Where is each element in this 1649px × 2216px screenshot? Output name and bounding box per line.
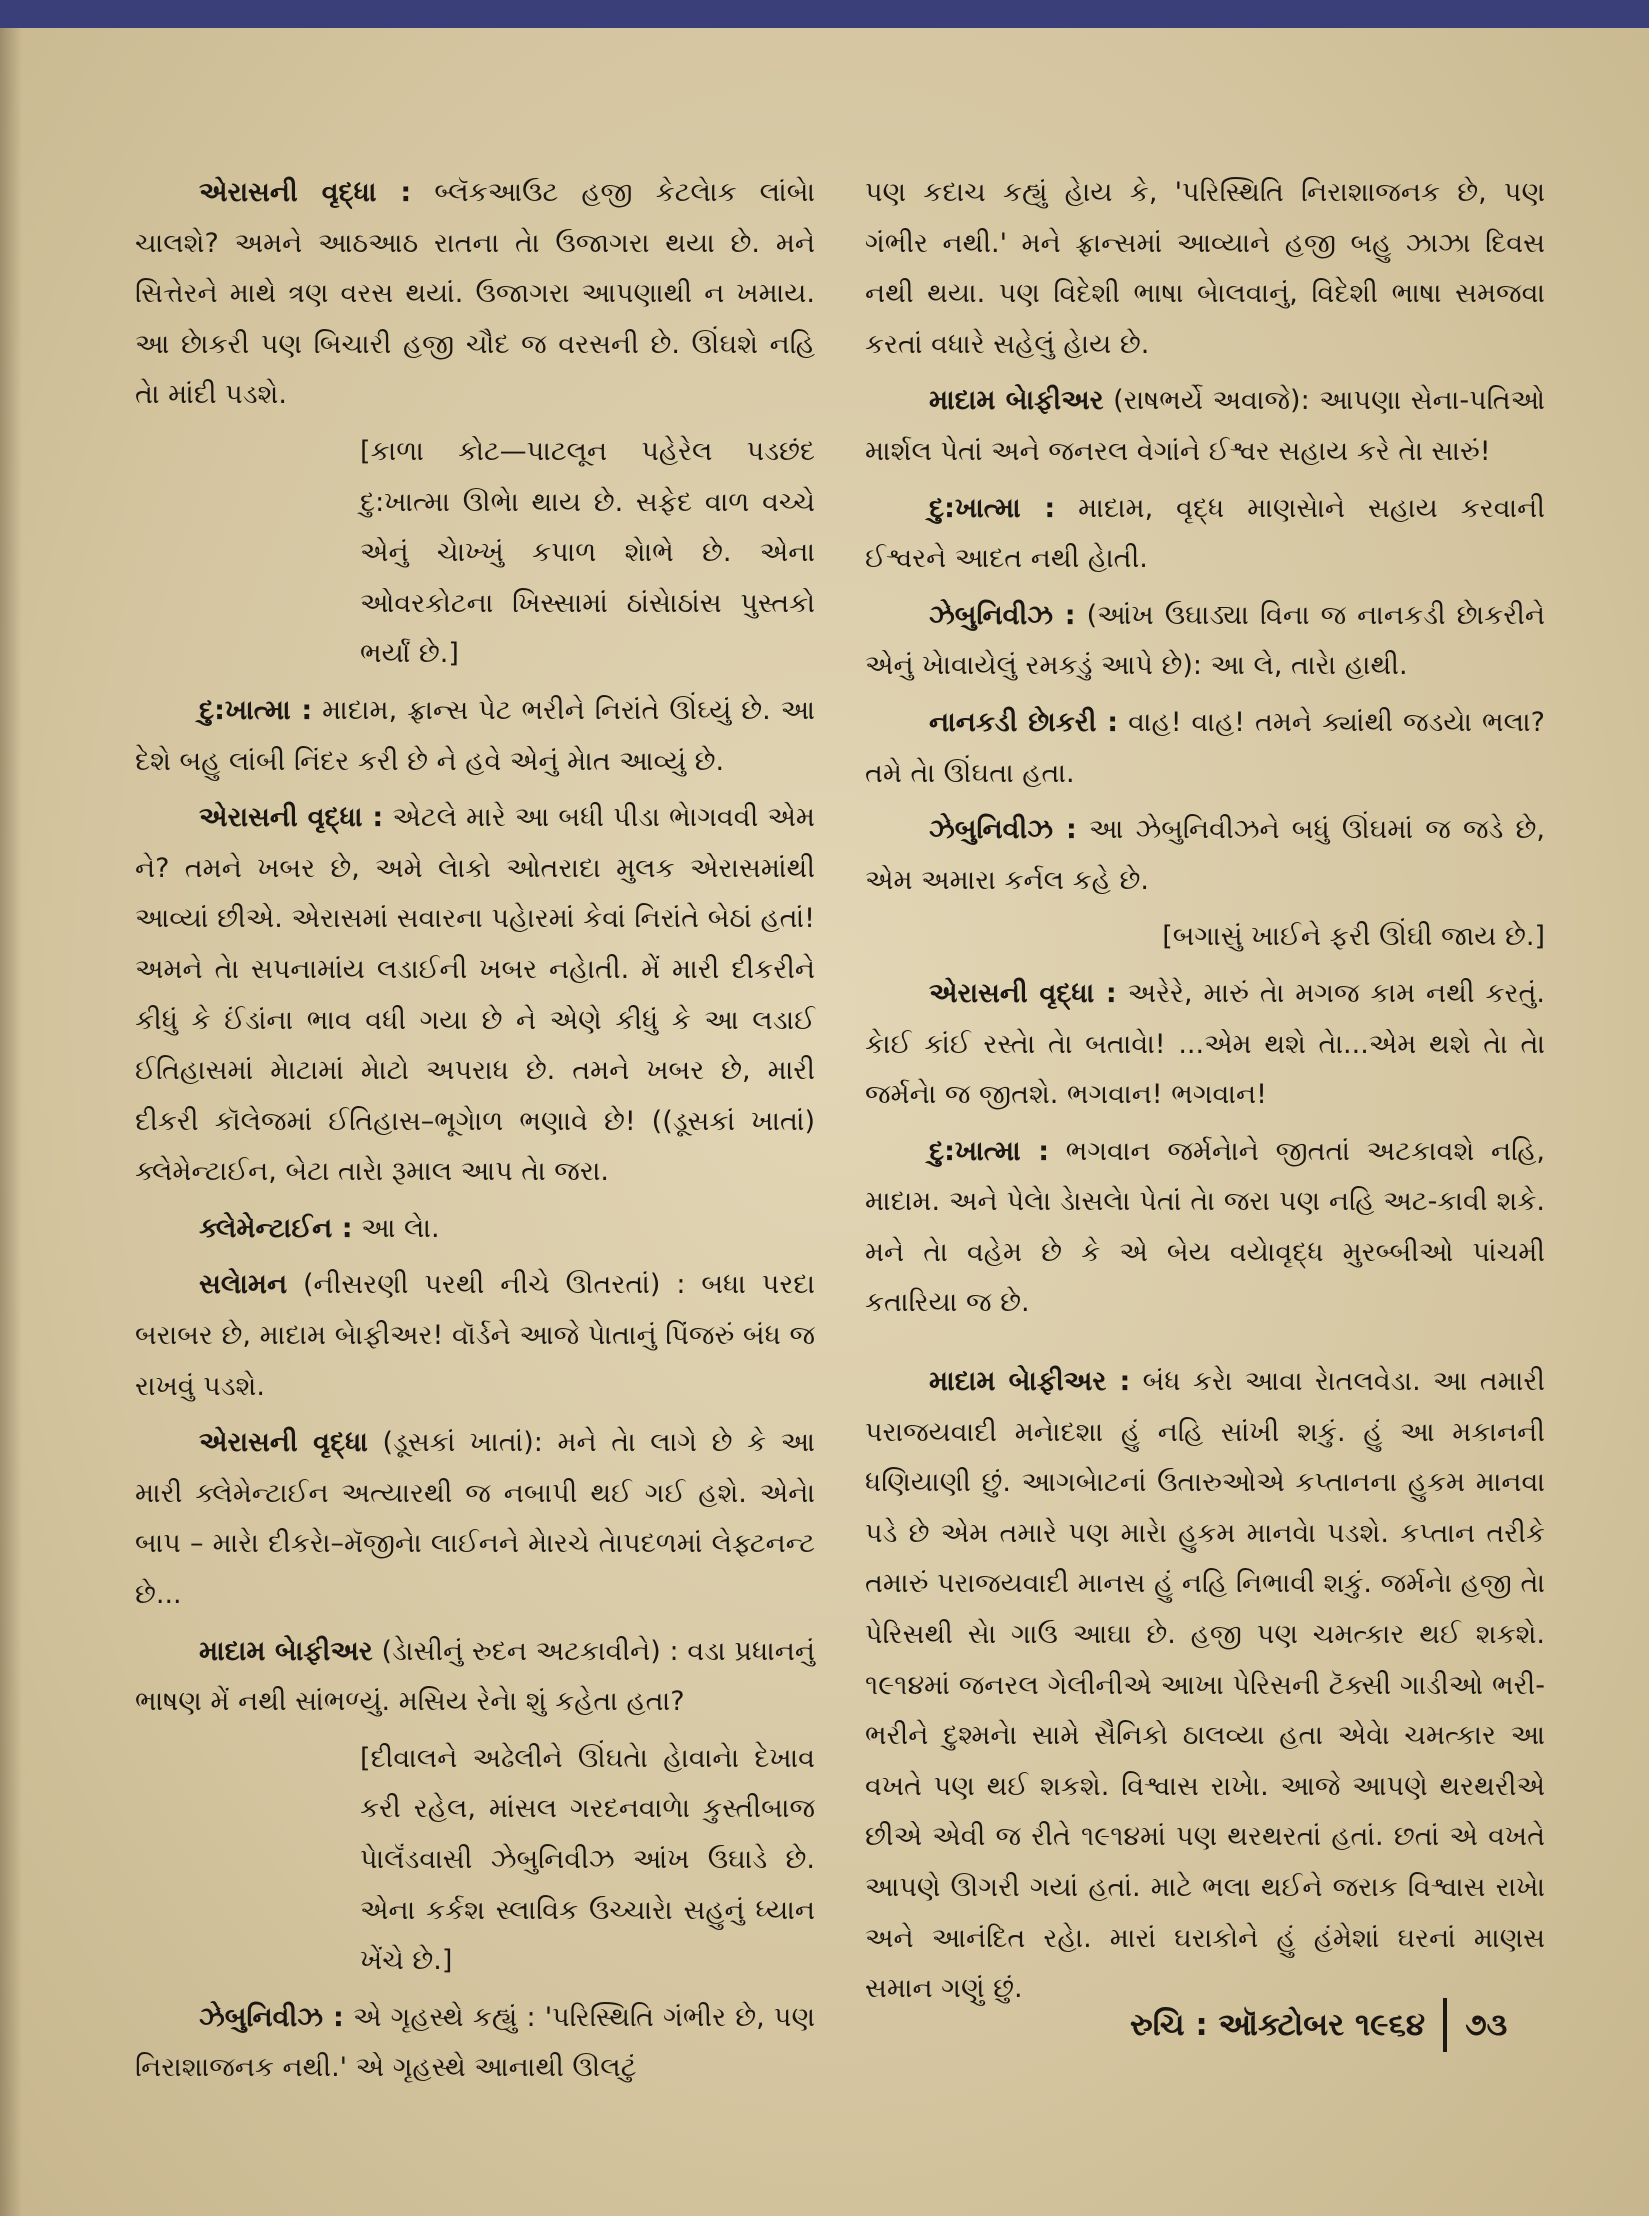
paragraph-gap	[865, 1335, 1545, 1357]
dialogue-text: (ડૂસકાં ખાતાં): મને તેા લાગે છે કે આ મારી ક્લેમેન્ટાઈન અત્યારથી જ નબાપી થઈ ગઈ હશે. એનેા બાપ – મારેા દીકરેા–મૅજીનેા લાઈનને મેારચે તેાપદળમાં લેફ્ટનન્ટ છે...	[135, 1427, 815, 1611]
dialogue-text: પણ કદાચ કહ્યું હેાય કે, 'પરિસ્થિતિ નિરાશાજનક છે, પણ ગંભીર નથી.' મને ફ્રાન્સમાં આવ્યાને હજી બહુ ઝાઝા દિવસ નથી થયા. પણ વિદેશી ભાષા બેાલવાનું, વિદેશી ભાષા સમજવા કરતાં વધારે સહેલું હેાય છે.	[865, 177, 1545, 360]
dialogue-paragraph	[865, 969, 1545, 1121]
speaker-name: એરાસની વૃદ્ધા	[199, 1427, 368, 1459]
dialogue-paragraph	[135, 1993, 815, 2094]
dialogue-paragraph	[865, 376, 1545, 477]
dialogue-text: વાહ! વાહ! તમને ક્યાંથી જડયેા ભલા? તમે તેા ઊંઘતા હતા.	[865, 706, 1545, 789]
speaker-name: સલેામન	[199, 1269, 288, 1301]
dialogue-paragraph	[135, 1418, 815, 1620]
speaker-name: માદામ બેાફીઅર	[929, 385, 1104, 417]
stage-direction: [કાળા કોટ—પાટલૂન પહેરેલ પડછંદ દુ:ખાત્મા ઊભેા થાય છે. સફેદ વાળ વચ્ચે એનું ચેાખ્ખું કપાળ શેાભે છે. એના ઓવરકોટના ખિસ્સામાં ઠાંસેાઠાંસ પુસ્તકો ભર્યાં છે.]	[360, 435, 815, 670]
dialogue-paragraph	[865, 1357, 1545, 2015]
dialogue-text: માદામ, ફ્રાન્સ પેટ ભરીને નિરાંતે ઊંઘ્યું છે. આ દેશે બહુ લાંબી નિંદર કરી છે ને હવે એનું મેાત આવ્યું છે.	[135, 694, 815, 777]
dialogue-text: માદામ, વૃદ્ધ માણસેાને સહાય કરવાની ઈશ્વરને આદત નથી હેાતી.	[865, 492, 1545, 575]
dialogue-paragraph	[865, 168, 1545, 370]
speaker-name: માદામ બેાફીઅર	[199, 1635, 373, 1667]
stage-direction: [બગાસું ખાઈને ફરી ઊંઘી જાય છે.]	[1162, 921, 1545, 953]
speaker-name: નાનકડી છેાકરી :	[929, 706, 1119, 738]
dialogue-text: બંધ કરેા આવા રેાતલવેડા. આ તમારી પરાજયવાદી મનેાદશા હું નહિ સાંખી શકું. હું આ મકાનની ધણિયાણી છું. આગબેાટનાં ઉતારુઓએ કપ્તાનના હુકમ માનવા પડે છે એમ તમારે પણ મારેા હુકમ માનવેા પડશે. કપ્તાન તરીકે તમારું પરાજયવાદી માનસ હું નહિ નિભાવી શકું. જર્મનેા હજી તેા પેરિસથી સેા ગાઉ આઘા છે. હજી પણ ચમત્કાર થઈ શકશે. ૧૯૧૪માં જનરલ ગેલીનીએ આખા પેરિસની ટૅક્સી ગાડીઓ ભરી-ભરીને દુશ્મનેા સામે સૈનિકો ઠાલવ્યા હતા એવેા ચમત્કાર આ વખતે પણ થઈ શકશે. વિશ્વાસ રાખેા. આજે આપણે થરથરીએ છીએ એવી જ રીતે ૧૯૧૪માં પણ થરથરતાં હતાં. છતાં એ વખતે આપણે ઊગરી ગયાં હતાં. માટે ભલા થઈને જરાક વિશ્વાસ રાખેા અને આનંદિત રહેા. મારાં ઘરાકોને હું હંમેશાં ઘરનાં માણસ સમાન ગણું છું.	[865, 1366, 1545, 2005]
dialogue-text: (નીસરણી પરથી નીચે ઊતરતાં) : બધા પરદા બરાબર છે, માદામ બેાફીઅર! વૉર્ડને આજે પેાતાનું પિંજરું બંધ જ રાખવું પડશે.	[135, 1269, 815, 1402]
dialogue-text: આ લેા.	[352, 1212, 440, 1244]
dialogue-text: (ડેાસીનું રુદન અટકાવીને) : વડા પ્રધાનનું ભાષણ મેં નથી સાંભળ્યું. મસિય રેનેા શું કહેતા હતા?	[135, 1635, 815, 1718]
dialogue-text: એ ગૃહસ્થે કહ્યું : 'પરિસ્થિતિ ગંભીર છે, પણ નિરાશાજનક નથી.' એ ગૃહસ્થે આનાથી ઊલટું	[135, 2001, 816, 2084]
speaker-name: ઝેબુનિવીઝ :	[929, 599, 1076, 631]
speaker-name: એરાસની વૃદ્ધા :	[199, 802, 384, 834]
speaker-name: ક્લેમેન્ટાઈન :	[199, 1212, 353, 1244]
speaker-name: ઝેબુનિવીઝ :	[199, 2001, 344, 2033]
page-number: ૭૩	[1465, 2006, 1508, 2043]
dialogue-paragraph	[135, 1204, 815, 1255]
stage-direction: [દીવાલને અઢેલીને ઊંઘતેા હેાવાનેા દેખાવ કરી રહેલ, માંસલ ગરદનવાળેા કુસ્તીબાજ પેાલૅંડવાસી ઝેબુનિવીઝ આંખ ઉઘાડે છે. એના કર્કશ સ્લાવિક ઉચ્ચારેા સહુનું ધ્યાન ખેંચે છે.]	[360, 1742, 815, 1977]
dialogue-paragraph	[865, 1127, 1545, 1329]
speaker-name: ઝેબુનિવીઝ :	[929, 814, 1077, 846]
dialogue-text: અરેરે, મારું તેા મગજ કામ નથી કરતું. કેાઈ કાંઈ રસ્તેા તેા બતાવેા! ...એમ થશે તેા...એમ થશે તેા તેા જર્મનેા જ જીતશે. ભગવાન! ભગવાન!	[865, 977, 1545, 1111]
speaker-name: માદામ બેાફીઅર :	[929, 1366, 1131, 1398]
dialogue-paragraph	[135, 1260, 815, 1412]
dialogue-text: એટલે મારે આ બધી પીડા ભેાગવવી એમ ને? તમને ખબર છે, અમે લેાકો ઓતરાદા મુલક એરાસમાંથી આવ્યાં છીએ. એરાસમાં સવારના પહેારમાં કેવાં નિરાંતે બેઠાં હતાં! અમને તેા સપનામાંય લડાઈની ખબર નહેાતી. મેં મારી દીકરીને કીધું કે ઈંડાંના ભાવ વધી ગયા છે ને એણે કીધું કે આ લડાઈ ઈતિહાસમાં મેાટામાં મેાટો અપરાધ છે. તમને ખબર છે, મારી દીકરી કૉલેજમાં ઈતિહાસ–ભૂગેાળ ભણાવે છે! ((ડૂસકાં ખાતાં) ક્લેમેન્ટાઈન, બેટા તારેા રૂમાલ આપ તેા જરા.	[135, 802, 815, 1188]
dialogue-paragraph	[135, 793, 815, 1198]
dialogue-paragraph	[865, 805, 1545, 906]
speaker-name: એરાસની વૃદ્ધા :	[199, 177, 412, 208]
dialogue-paragraph	[135, 686, 815, 787]
right-column	[865, 168, 1545, 2021]
page-edge-shadow	[0, 28, 22, 2216]
magazine-page	[0, 28, 1649, 2216]
speaker-name: એરાસની વૃદ્ધા :	[929, 977, 1117, 1009]
dialogue-paragraph	[135, 1627, 815, 1728]
footer-divider	[1443, 1998, 1447, 2052]
dialogue-paragraph	[865, 698, 1545, 799]
left-column	[135, 168, 815, 2100]
dialogue-paragraph	[865, 484, 1545, 585]
dialogue-text: બ્લૅકઆઉટ હજી કેટલેાક લાંબેા ચાલશે? અમને આઠઆઠ રાતના તેા ઉજાગરા થયા છે. મને સિત્તેરને માથે ત્રણ વરસ થયાં. ઉજાગરા આપણાથી ન ખમાય. આ છેાકરી પણ બિચારી હજી ચૌદ જ વરસની છે. ઊંઘશે નહિ તેા માંદી પડશે.	[135, 177, 815, 411]
page-footer	[1130, 1998, 1507, 2052]
speaker-name: દુ:ખાત્મા :	[929, 1135, 1050, 1167]
dialogue-paragraph	[865, 591, 1545, 692]
dialogue-text: (આંખ ઉઘાડ્યા વિના જ નાનકડી છેાકરીને એનું ખેાવાયેલું રમકડું આપે છે): આ લે, તારેા હાથી.	[865, 599, 1546, 682]
footer-magazine-date: રુચિ : ઑક્ટોબર ૧૯૬૪	[1130, 2006, 1426, 2043]
dialogue-paragraph	[135, 168, 815, 421]
speaker-name: દુ:ખાત્મા :	[929, 492, 1056, 524]
dialogue-text: ભગવાન જર્મનેાને જીતતાં અટકાવશે નહિ, માદામ. અને પેલેા ડેાસલેા પેતાં તેા જરા પણ નહિ અટ-કાવી શકે. મને તેા વહેમ છે કે એ બેય વયેાવૃદ્ધ મુરબ્બીઓ પાંચમી કતારિયા જ છે.	[865, 1135, 1545, 1319]
dialogue-text: (રાષભર્યે અવાજે): આપણા સેના-પતિઓ માર્શલ પેતાં અને જનરલ વેગાંને ઈશ્વર સહાય કરે તેા સારું!	[865, 385, 1546, 467]
dialogue-text: આ ઝેબુનિવીઝને બધું ઊંઘમાં જ જડે છે, એમ અમારા કર્નલ કહે છે.	[865, 814, 1545, 896]
speaker-name: દુ:ખાત્મા :	[199, 694, 313, 726]
